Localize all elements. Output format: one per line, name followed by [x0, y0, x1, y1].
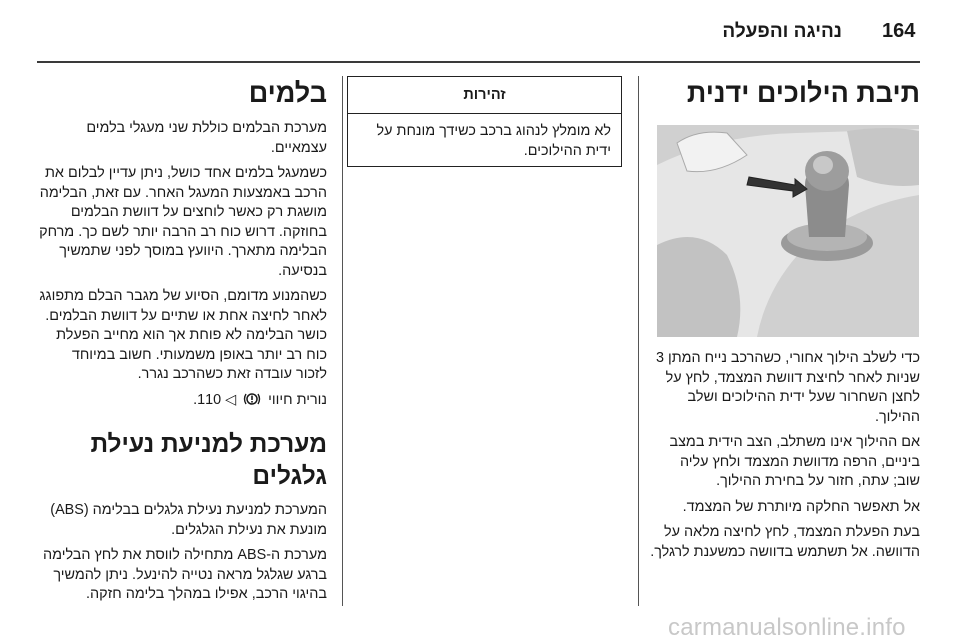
column-divider-right	[638, 76, 639, 606]
abs-heading: מערכת למניעת נעילת גלגלים	[90, 431, 327, 490]
brakes-section	[37, 77, 327, 605]
column-divider-left	[342, 76, 343, 606]
page-header-title: נהיגה והפעלה	[722, 21, 842, 42]
manual-transmission-body	[650, 343, 920, 562]
page-reference-link[interactable]: 110.	[193, 391, 222, 408]
paragraph: בעת הפעלת המצמד, לחץ לחיצה מלאה על הדוושה. אל תשתמש בדוושה כמשענת לרגלך.	[650, 524, 920, 560]
section-heading: תיבת הילוכים ידנית	[686, 78, 920, 108]
watermark: carmanualsonline.info	[668, 614, 906, 641]
page-number: 164	[882, 20, 916, 42]
section-heading: בלמים	[248, 78, 327, 108]
manual-transmission-section	[650, 77, 920, 109]
indicator-label: נורית חיווי	[268, 391, 327, 408]
paragraph: אל תאפשר החלקה מיותרת של המצמד.	[682, 498, 920, 515]
gear-knob-image	[657, 125, 919, 337]
paragraph: כשהמנוע מדומם, הסיוע של מגבר הבלם מתפוגג לאחר לחיצה אחת או שתיים על דוושת הבלמים. כושר הבלימה לא פוחת אך הוא מחייב הפעלת כוח רב יותר באופן משמעותי. חשוב במיוחד לזכור עובדה זאת כשהרכב נגרר.	[39, 288, 327, 382]
caution-box	[347, 76, 622, 167]
paragraph: כשמעגל בלמים אחד כושל, ניתן עדיין לבלום את הרכב באמצעות המעגל האחר. עם זאת, הבלימה מושגת רק כאשר לוחצים על דוושת הבלמים בחוזקה. דרוש כוח רב הרבה יותר לשם כך. מרחק הבלימה מתארך. היוועץ במוסך לפני שתמשיך בנסיעה.	[39, 165, 327, 279]
caution-title: זהירות	[348, 77, 621, 114]
paragraph: כדי לשלב הילוך אחורי, כשהרכב נייח המתן 3 שניות לאחר לחיצת דוושת המצמד, לחץ על לחצן השחרור שעל ידית ההילוכים ושלב ההילוך.	[655, 350, 920, 425]
paragraph: מערכת ה-ABS מתחילה לווסת את לחץ הבלימה ברגע שגלגל מראה נטייה להינעל. ניתן להמשיך בהיגוי הרכב, אפילו במהלך בלימה חזקה.	[43, 547, 327, 602]
gearshift-illustration	[657, 125, 919, 337]
paragraph: אם ההילוך אינו משתלב, הצב הידית במצב ביניים, הרפה מדוושת המצמד ולחץ עליה שוב; עתה, חזור על בחירת ההילוך.	[669, 434, 920, 489]
indicator-reference	[37, 391, 327, 414]
caution-text: לא מומלץ לנהוג ברכב כשידך מונחת על ידית ההילוכים.	[376, 123, 611, 159]
paragraph: מערכת הבלמים כוללת שני מעגלי בלמים עצמאיים.	[86, 120, 327, 156]
paragraph: המערכת למניעת נעילת גלגלים בבלימה (ABS) מונעת את נעילת הגלגלים.	[50, 502, 327, 538]
header-rule	[37, 61, 920, 63]
brake-warning-icon	[243, 391, 261, 414]
reference-arrow: ◁	[225, 391, 237, 408]
